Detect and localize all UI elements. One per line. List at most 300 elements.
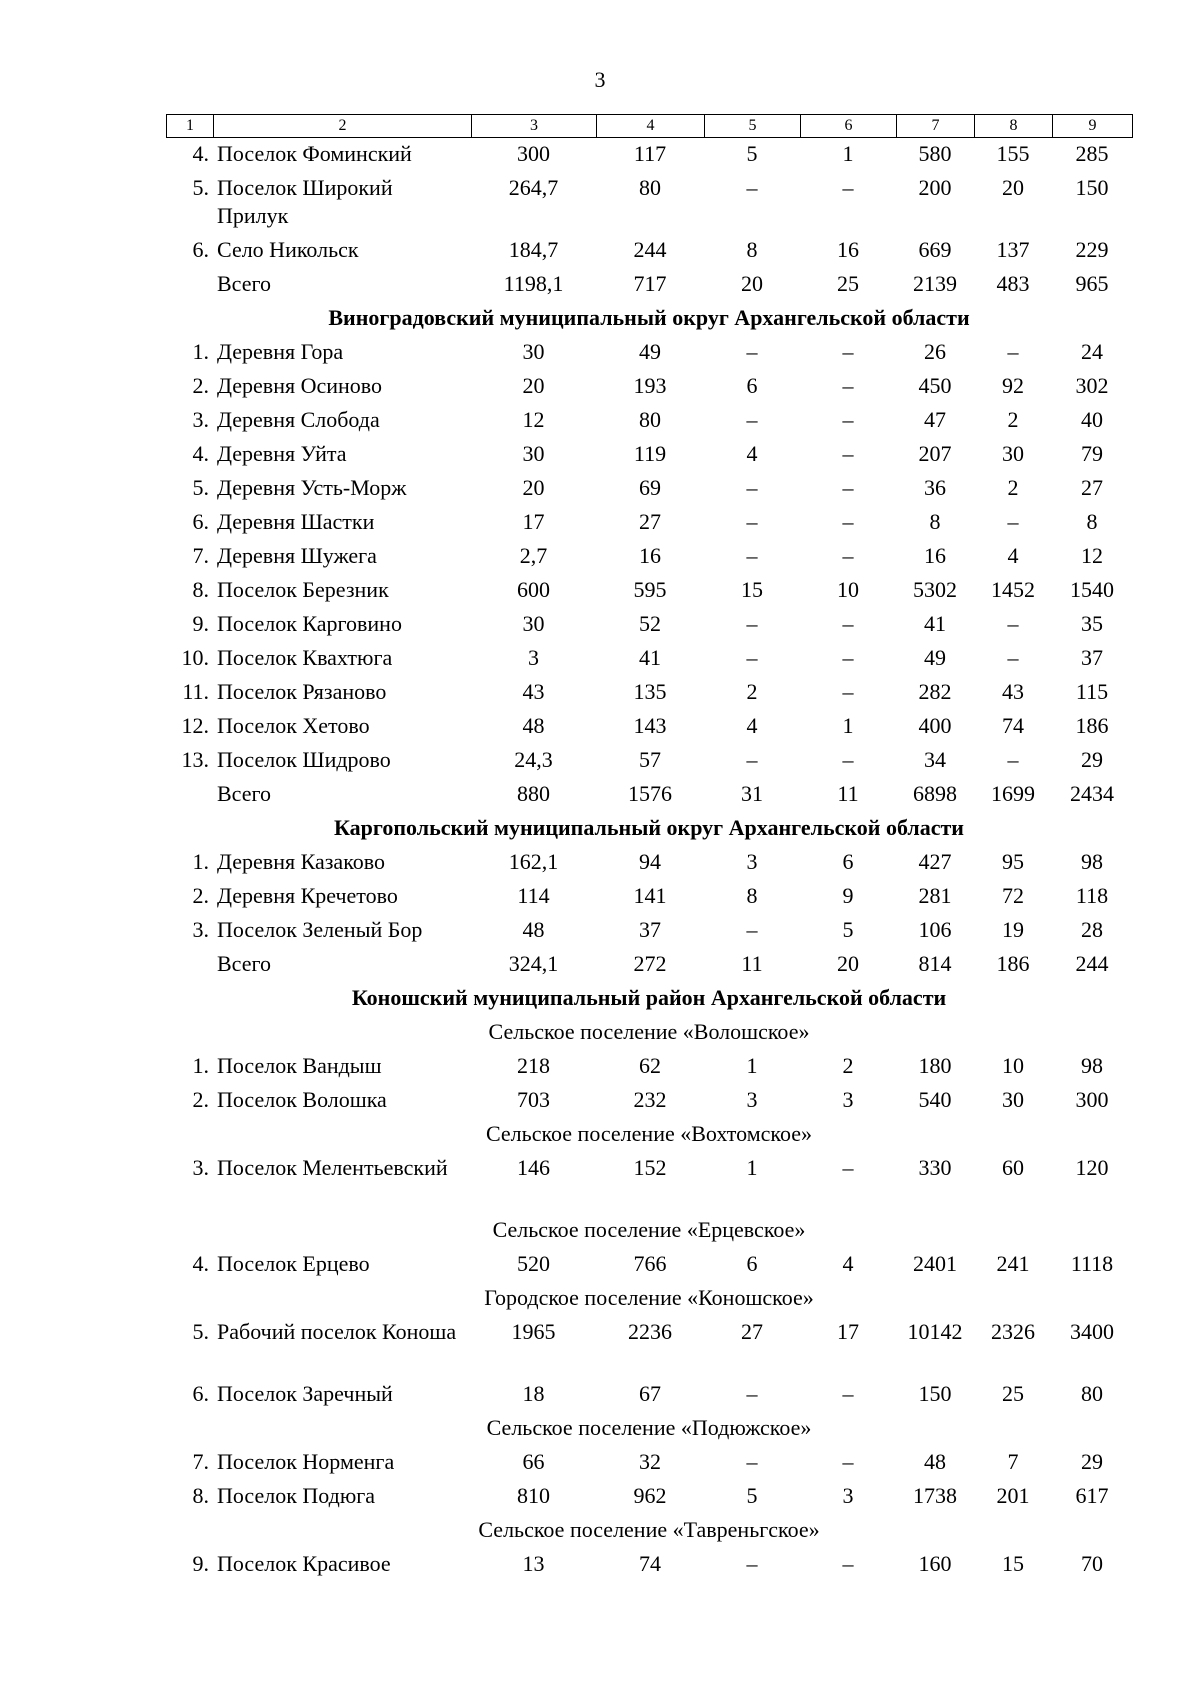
value-cell-col9: 24 [1081,339,1103,364]
settlement-table-body [166,137,1132,1581]
row-number: 11. [182,679,209,704]
value-cell-col4: 962 [633,1483,667,1508]
settlement-name: Деревня Казаково [217,849,385,874]
value-cell-col4: 57 [639,747,661,772]
settlement-name: Поселок Рязаново [217,679,387,704]
value-cell-col5: – [746,339,758,364]
value-cell-col7: 160 [918,1551,952,1576]
table-row [166,743,1132,777]
value-cell-col5: – [746,645,758,670]
value-cell-col4: 52 [639,611,661,636]
value-cell-col4: 67 [639,1381,661,1406]
value-cell-col4: 766 [633,1251,667,1276]
value-cell-col5: – [746,1381,758,1406]
value-cell-col8: 10 [1002,1053,1024,1078]
value-cell-col6: – [842,339,854,364]
value-cell-col9: 70 [1081,1551,1103,1576]
settlement-name: Деревня Усть-Морж [217,475,407,500]
value-cell-col8: 4 [1007,543,1019,568]
header-cell: 7 [897,115,975,138]
settlement-name: Деревня Шужега [217,543,377,568]
value-cell-col5: 8 [746,883,758,908]
value-cell-col8: 15 [1002,1551,1024,1576]
settlement-name: Поселок Зеленый Бор [217,917,423,942]
value-cell-col8: 186 [996,951,1030,976]
value-cell-col5: 27 [741,1319,763,1344]
value-cell-col9: 120 [1075,1155,1109,1180]
value-cell-col6: – [842,175,854,200]
value-cell-col9: 302 [1075,373,1109,398]
value-cell-col7: 8 [929,509,941,534]
row-number: 1. [192,849,209,874]
value-cell-col5: 8 [746,237,758,262]
value-cell-col9: 150 [1075,175,1109,200]
value-cell-col7: 150 [918,1381,952,1406]
value-cell-col8: 19 [1002,917,1024,942]
value-cell-col9: 29 [1081,1449,1103,1474]
value-cell-col9: 118 [1075,883,1109,908]
header-row [167,115,1133,138]
value-cell-col8: 137 [996,237,1030,262]
value-cell-col6: 2 [842,1053,854,1078]
value-cell-col5: 4 [746,713,758,738]
value-cell-col4: 16 [639,543,661,568]
value-cell-col8: – [1007,339,1019,364]
value-cell-col6: – [842,509,854,534]
value-cell-col3: 30 [522,441,545,466]
settlement-name: Поселок Шидрово [217,747,391,772]
value-cell-col7: 5302 [913,577,957,602]
value-cell-col4: 717 [633,271,667,296]
value-cell-col8: 1452 [991,577,1035,602]
value-cell-col7: 36 [924,475,946,500]
row-number: 2. [192,373,209,398]
value-cell-col6: 1 [842,713,854,738]
value-cell-col9: 115 [1075,679,1109,704]
table-row [166,171,1132,233]
value-cell-col9: 965 [1075,271,1109,296]
page-number: 3 [594,67,606,92]
value-cell-col3: 20 [522,373,545,398]
column-number-header [166,114,1133,138]
value-cell-col3: 1198,1 [503,271,564,296]
value-cell-col7: 26 [924,339,946,364]
value-cell-col6: 17 [837,1319,859,1344]
row-number: 2. [192,883,209,908]
value-cell-col9: 27 [1081,475,1103,500]
table-row [166,505,1132,539]
table-row [166,607,1132,641]
value-cell-col6: 1 [842,141,854,166]
settlement-name: Деревня Гора [217,339,344,364]
value-cell-col3: 1965 [511,1319,556,1344]
value-cell-col5: – [746,1449,758,1474]
settlement-name: Поселок Ерцево [217,1251,370,1276]
value-cell-col6: 20 [837,951,859,976]
value-cell-col7: 330 [918,1155,952,1180]
value-cell-col9: 12 [1081,543,1103,568]
value-cell-col5: – [746,917,758,942]
value-cell-col7: 207 [918,441,952,466]
row-number: 1. [192,1053,209,1078]
value-cell-col9: 8 [1086,509,1098,534]
value-cell-col3: 17 [522,509,545,534]
value-cell-col6: 4 [842,1251,854,1276]
value-cell-col6: 9 [842,883,854,908]
table-row [166,437,1132,471]
value-cell-col9: 3400 [1070,1319,1114,1344]
settlement-name: Деревня Кречетово [217,883,398,908]
header-cell: 3 [472,115,597,138]
value-cell-col5: – [746,475,758,500]
value-cell-col8: 60 [1002,1155,1024,1180]
value-cell-col9: 28 [1081,917,1103,942]
settlement-name: Деревня Осиново [217,373,383,398]
value-cell-col3: 162,1 [508,849,559,874]
value-cell-col8: 2326 [991,1319,1035,1344]
value-cell-col8: 25 [1002,1381,1024,1406]
value-cell-col6: 11 [837,781,859,806]
value-cell-col6: – [842,611,854,636]
table-row [166,641,1132,675]
district-heading: Коношский муниципальный район Архангельской области [351,985,947,1010]
value-cell-col3: 48 [522,713,545,738]
table-row [166,1049,1132,1083]
value-cell-col3: 43 [522,679,545,704]
settlement-name: Поселок Волошка [217,1087,387,1112]
value-cell-col3: 30 [522,611,545,636]
value-cell-col5: – [746,747,758,772]
value-cell-col4: 143 [633,713,667,738]
value-cell-col4: 135 [633,679,667,704]
value-cell-col5: 6 [746,373,758,398]
table-row [166,1247,1132,1281]
value-cell-col6: 16 [837,237,859,262]
value-cell-col9: 229 [1075,237,1109,262]
settlement-name: Всего [217,271,271,296]
row-number: 3. [192,1155,209,1180]
value-cell-col7: 34 [924,747,946,772]
value-cell-col3: 66 [522,1449,545,1474]
value-cell-col7: 47 [924,407,946,432]
value-cell-col5: 2 [746,679,758,704]
value-cell-col6: – [842,407,854,432]
value-cell-col9: 37 [1081,645,1103,670]
table-row [166,879,1132,913]
value-cell-col4: 152 [633,1155,667,1180]
table-row [166,1083,1132,1117]
value-cell-col5: 5 [746,141,758,166]
value-cell-col6: – [842,373,854,398]
row-number: 5. [192,1319,209,1344]
value-cell-col5: – [746,611,758,636]
value-cell-col7: 281 [918,883,952,908]
settlement-subheading: Городское поселение «Коношское» [484,1285,814,1310]
table-row [166,573,1132,607]
row-number: 3. [192,407,209,432]
value-cell-col4: 74 [639,1551,661,1576]
value-cell-col8: 30 [1002,1087,1024,1112]
header-cell: 2 [214,115,472,138]
value-cell-col3: 300 [517,141,550,166]
value-cell-col3: 24,3 [514,747,553,772]
settlement-name: Поселок Норменга [217,1449,395,1474]
value-cell-col9: 80 [1081,1381,1103,1406]
value-cell-col9: 79 [1081,441,1103,466]
value-cell-col6: – [842,679,854,704]
value-cell-col4: 69 [639,475,661,500]
value-cell-col4: 37 [639,917,661,942]
value-cell-col8: 241 [996,1251,1030,1276]
table-row [166,137,1132,171]
value-cell-col8: 7 [1007,1449,1019,1474]
value-cell-col8: 201 [996,1483,1030,1508]
value-cell-col3: 600 [517,577,550,602]
table-row [166,1377,1132,1411]
value-cell-col5: 20 [741,271,763,296]
settlement-subheading: Сельское поселение «Вохтомское» [485,1121,813,1146]
row-number: 7. [192,1449,209,1474]
value-cell-col3: 3 [528,645,539,670]
value-cell-col8: 30 [1002,441,1024,466]
value-cell-col7: 540 [918,1087,952,1112]
header-cell: 6 [801,115,897,138]
value-cell-col4: 27 [639,509,661,534]
value-cell-col5: – [746,407,758,432]
value-cell-col3: 520 [517,1251,550,1276]
settlement-subheading: Сельское поселение «Ерцевское» [492,1217,806,1242]
value-cell-col9: 300 [1075,1087,1109,1112]
value-cell-col7: 106 [918,917,952,942]
value-cell-col5: 11 [741,951,763,976]
header-cell: 8 [975,115,1053,138]
value-cell-col3: 703 [517,1087,550,1112]
row-number: 1. [192,339,209,364]
row-number: 4. [192,141,209,166]
row-number: 9. [192,611,209,636]
settlement-subheading: Сельское поселение «Волошское» [488,1019,810,1044]
value-cell-col3: 324,1 [508,951,559,976]
value-cell-col3: 264,7 [508,175,559,200]
value-cell-col3: 184,7 [508,237,559,262]
value-cell-col4: 94 [639,849,661,874]
row-number: 6. [192,237,209,262]
value-cell-col8: 483 [996,271,1030,296]
value-cell-col6: 3 [842,1087,854,1112]
settlement-name: Поселок Подюга [217,1483,376,1508]
table-row [166,913,1132,947]
value-cell-col3: 146 [517,1155,550,1180]
value-cell-col5: 3 [746,849,758,874]
settlement-name: Деревня Уйта [217,441,347,466]
value-cell-col3: 2,7 [519,543,548,568]
value-cell-col3: 880 [517,781,550,806]
value-cell-col8: 92 [1002,373,1024,398]
value-cell-col9: 40 [1081,407,1103,432]
value-cell-col7: 41 [924,611,946,636]
value-cell-col8: 95 [1002,849,1024,874]
value-cell-col4: 49 [639,339,661,364]
settlement-name: Рабочий поселок Коноша [217,1319,457,1344]
total-row [166,777,1132,811]
value-cell-col9: 35 [1081,611,1103,636]
value-cell-col6: 25 [837,271,859,296]
settlement-name: Всего [217,781,271,806]
value-cell-col9: 617 [1075,1483,1109,1508]
table-row [166,403,1132,437]
value-cell-col3: 810 [517,1483,550,1508]
value-cell-col6: – [842,475,854,500]
header-cell: 5 [705,115,801,138]
value-cell-col6: 5 [842,917,854,942]
row-number: 7. [192,543,209,568]
value-cell-col4: 117 [633,141,667,166]
value-cell-col6: – [842,747,854,772]
value-cell-col7: 400 [918,713,952,738]
value-cell-col5: – [746,509,758,534]
value-cell-col4: 41 [639,645,661,670]
table-row [166,471,1132,505]
settlement-name: Поселок Березник [217,577,389,602]
value-cell-col4: 141 [633,883,667,908]
value-cell-col6: – [842,1449,854,1474]
value-cell-col4: 272 [633,951,667,976]
district-heading: Каргопольский муниципальный округ Архангельской области [334,815,964,840]
row-number: 5. [192,475,209,500]
row-number: 6. [192,509,209,534]
value-cell-col4: 2236 [628,1319,672,1344]
value-cell-col9: 244 [1075,951,1109,976]
value-cell-col7: 49 [924,645,946,670]
value-cell-col5: 31 [741,781,763,806]
value-cell-col7: 2401 [913,1251,957,1276]
total-row [166,947,1132,981]
table-row [166,709,1132,743]
settlement-name: Поселок Мелентьевский [217,1155,448,1180]
row-number: 3. [192,917,209,942]
row-number: 13. [181,747,209,772]
value-cell-col3: 12 [522,407,545,432]
district-heading: Виноградовский муниципальный округ Архангельской области [328,305,970,330]
value-cell-col8: – [1007,645,1019,670]
table-row [166,369,1132,403]
value-cell-col5: 5 [746,1483,758,1508]
value-cell-col4: 80 [639,407,661,432]
value-cell-col4: 119 [633,441,667,466]
value-cell-col5: – [746,175,758,200]
value-cell-col7: 2139 [913,271,957,296]
value-cell-col8: – [1007,747,1019,772]
value-cell-col7: 6898 [913,781,957,806]
value-cell-col9: 98 [1081,1053,1103,1078]
row-number: 6. [192,1381,209,1406]
value-cell-col8: 20 [1002,175,1024,200]
value-cell-col7: 200 [918,175,952,200]
value-cell-col7: 427 [918,849,952,874]
value-cell-col3: 114 [517,883,550,908]
value-cell-col4: 80 [639,175,661,200]
value-cell-col7: 669 [918,237,952,262]
settlement-name: Село Никольск [217,237,359,262]
settlement-name: Поселок Хетово [217,713,370,738]
value-cell-col5: 6 [746,1251,758,1276]
table-row [166,845,1132,879]
value-cell-col9: 186 [1075,713,1109,738]
settlement-name: Поселок Фоминский [217,141,412,166]
value-cell-col6: – [842,441,854,466]
row-number: 12. [181,713,209,738]
value-cell-col5: 3 [746,1087,758,1112]
value-cell-col4: 244 [633,237,667,262]
header-cell: 4 [597,115,705,138]
row-number: 10. [181,645,209,670]
table-row [166,1479,1132,1513]
value-cell-col3: 13 [522,1551,545,1576]
table-row [166,1315,1132,1377]
value-cell-col7: 48 [924,1449,946,1474]
settlement-name: Поселок Вандыш [217,1053,382,1078]
value-cell-col8: 1699 [991,781,1035,806]
value-cell-col5: – [746,1551,758,1576]
value-cell-col4: 193 [633,373,667,398]
value-cell-col5: 4 [746,441,758,466]
value-cell-col9: 2434 [1070,781,1114,806]
value-cell-col8: – [1007,611,1019,636]
settlement-name: Поселок Заречный [217,1381,393,1406]
value-cell-col6: – [842,645,854,670]
row-number: 8. [192,1483,209,1508]
header-cell: 9 [1053,115,1133,138]
value-cell-col7: 450 [918,373,952,398]
value-cell-col7: 282 [918,679,952,704]
value-cell-col8: 2 [1007,407,1019,432]
value-cell-col5: 15 [741,577,763,602]
row-number: 4. [192,1251,209,1276]
value-cell-col7: 180 [918,1053,952,1078]
settlement-name: Поселок Широкий Прилук [217,175,393,228]
value-cell-col3: 30 [522,339,545,364]
settlement-name: Всего [217,951,271,976]
value-cell-col6: 6 [842,849,854,874]
settlement-name: Поселок Квахтюга [217,645,393,670]
value-cell-col7: 580 [918,141,952,166]
value-cell-col9: 98 [1081,849,1103,874]
value-cell-col5: 1 [746,1053,758,1078]
value-cell-col9: 29 [1081,747,1103,772]
value-cell-col6: – [842,1551,854,1576]
table-row [166,539,1132,573]
value-cell-col9: 1540 [1070,577,1114,602]
value-cell-col7: 16 [924,543,946,568]
value-cell-col6: – [842,543,854,568]
value-cell-col4: 62 [639,1053,661,1078]
table-row [166,1151,1132,1213]
value-cell-col7: 1738 [913,1483,957,1508]
value-cell-col9: 285 [1075,141,1109,166]
value-cell-col4: 232 [633,1087,667,1112]
value-cell-col6: 3 [842,1483,854,1508]
table-row [166,1547,1132,1581]
table-row [166,675,1132,709]
value-cell-col7: 10142 [907,1319,963,1344]
value-cell-col4: 595 [633,577,667,602]
header-cell: 1 [167,115,214,138]
table-row [166,233,1132,267]
value-cell-col3: 20 [522,475,545,500]
settlement-subheading: Сельское поселение «Тавреньгское» [478,1517,820,1542]
settlement-subheading: Сельское поселение «Подюжское» [486,1415,812,1440]
value-cell-col6: 10 [837,577,859,602]
